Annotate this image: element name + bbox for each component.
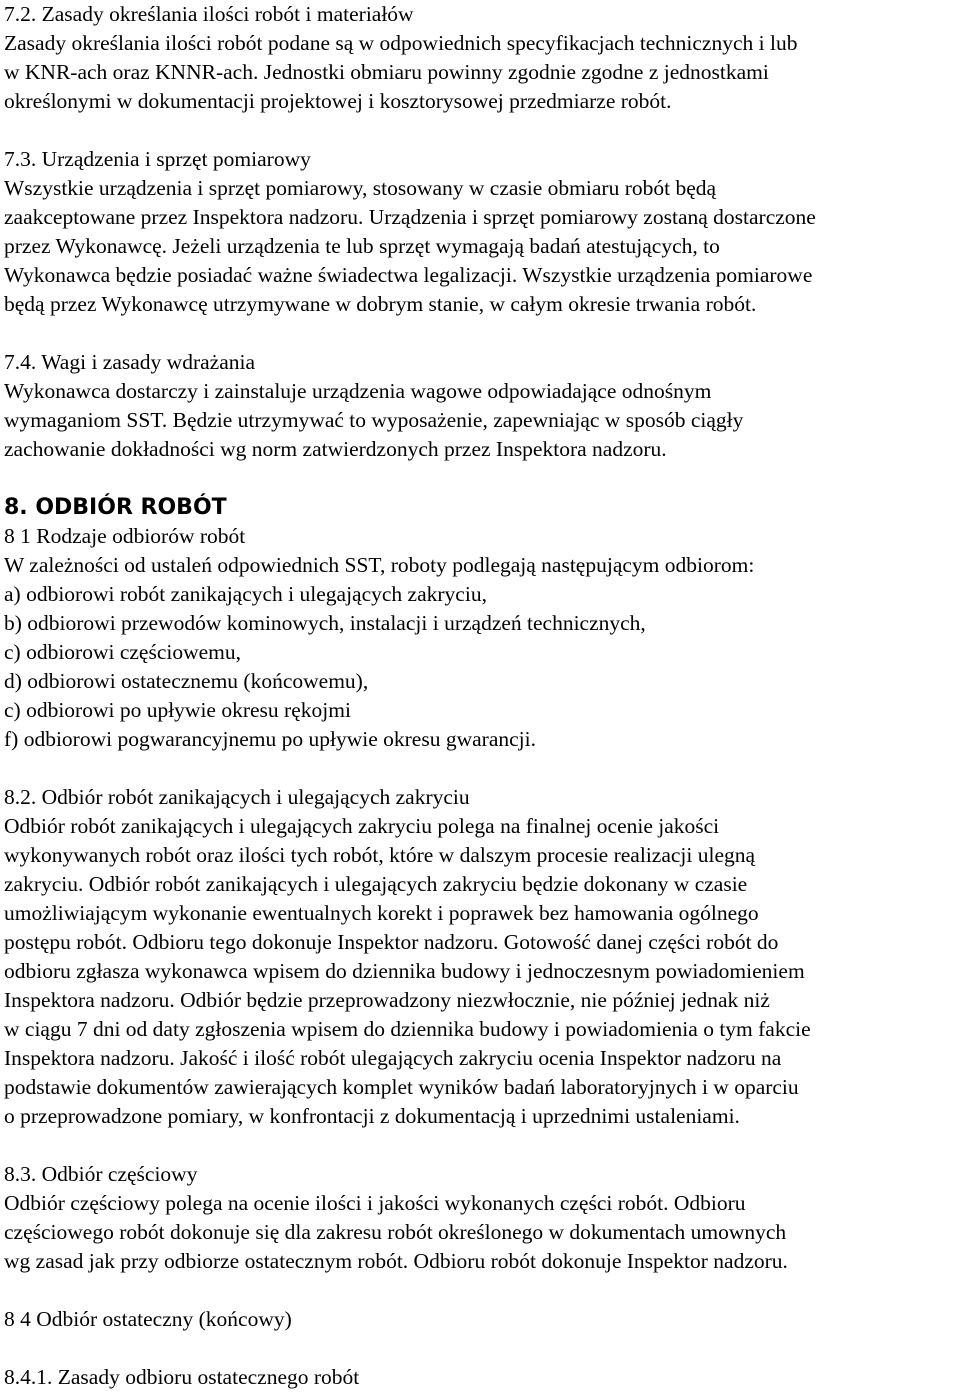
section-title: 7.4. Wagi i zasady wdrażania (4, 350, 255, 374)
spacer (4, 464, 960, 493)
spacer (4, 1276, 960, 1305)
spacer (4, 754, 960, 783)
paragraph-line: zakryciu. Odbiór robót zanikających i ulegających zakryciu będzie dokonany w czasie (4, 872, 748, 896)
section-8 (4, 493, 960, 754)
list-item: b) odbiorowi przewodów kominowych, instalacji i urządzeń technicznych, (4, 611, 646, 635)
section-8-2 (4, 783, 960, 1131)
paragraph-line: wymaganiom SST. Będzie utrzymywać to wyposażenie, zapewniając w sposób ciągły (4, 408, 744, 432)
paragraph-line: odbioru zgłasza wykonawca wpisem do dziennika budowy i jednoczesnym powiadomieniem (4, 959, 805, 983)
paragraph-line: Odbiór częściowy polega na ocenie ilości i jakości wykonanych części robót. Odbioru (4, 1191, 746, 1215)
section-subtitle: 8 1 Rodzaje odbiorów robót (4, 524, 246, 548)
list-item: c) odbiorowi częściowemu, (4, 640, 242, 664)
section-title: 8 4 Odbiór ostateczny (końcowy) (4, 1307, 292, 1331)
paragraph-line: częściowego robót dokonuje się dla zakresu robót określonego w dokumentach umownych (4, 1220, 787, 1244)
paragraph-line: umożliwiającym wykonanie ewentualnych korekt i poprawek bez hamowania ogólnego (4, 901, 759, 925)
section-7-2 (4, 0, 960, 116)
list-item: d) odbiorowi ostatecznemu (końcowemu), (4, 669, 369, 693)
paragraph-line: będą przez Wykonawcę utrzymywane w dobrym stanie, w całym okresie trwania robót. (4, 292, 757, 316)
paragraph-line: Zasady określania ilości robót podane są w odpowiednich specyfikacjach technicznych i lub (4, 31, 798, 55)
section-8-3 (4, 1160, 960, 1276)
paragraph-line: W zależności od ustaleń odpowiednich SST, roboty podlegają następującym odbiorom: (4, 553, 755, 577)
section-title: 7.3. Urządzenia i sprzęt pomiarowy (4, 147, 311, 171)
paragraph-line: podstawie dokumentów zawierających komplet wyników badań laboratoryjnych i w oparciu (4, 1075, 799, 1099)
list-item: c) odbiorowi po upływie okresu rękojmi (4, 698, 351, 722)
section-7-3 (4, 145, 960, 319)
paragraph-line: Wykonawca dostarczy i zainstaluje urządzenia wagowe odpowiadające odnośnym (4, 379, 712, 403)
spacer (4, 319, 960, 348)
section-title: 8.4.1. Zasady odbioru ostatecznego robót (4, 1365, 360, 1389)
paragraph-line: wg zasad jak przy odbiorze ostatecznym robót. Odbioru robót dokonuje Inspektor nadzoru. (4, 1249, 788, 1273)
section-title: 8.2. Odbiór robót zanikających i ulegających zakryciu (4, 785, 470, 809)
section-8-4-1 (4, 1363, 960, 1392)
paragraph-line: zaakceptowane przez Inspektora nadzoru. Urządzenia i sprzęt pomiarowy zostaną dostarczone (4, 205, 816, 229)
paragraph-line: Odbiór robót zanikających i ulegających zakryciu polega na finalnej ocenie jakości (4, 814, 720, 838)
paragraph-line: wykonywanych robót oraz ilości tych robót, które w dalszym procesie realizacji ulegną (4, 843, 756, 867)
section-8-4 (4, 1305, 960, 1334)
paragraph-line: Inspektora nadzoru. Jakość i ilość robót ulegających zakryciu ocenia Inspektor nadzoru na (4, 1046, 782, 1070)
spacer (4, 1334, 960, 1363)
section-7-4 (4, 348, 960, 464)
paragraph-line: zachowanie dokładności wg norm zatwierdzonych przez Inspektora nadzoru. (4, 437, 667, 461)
section-title: 8.3. Odbiór częściowy (4, 1162, 198, 1186)
chapter-heading: 8. ODBIÓR ROBÓT (4, 495, 227, 520)
spacer (4, 1131, 960, 1160)
list-item: a) odbiorowi robót zanikających i ulegających zakryciu, (4, 582, 487, 606)
paragraph-line: przez Wykonawcę. Jeżeli urządzenia te lub sprzęt wymagają badań atestujących, to (4, 234, 720, 258)
list-item: f) odbiorowi pogwarancyjnemu po upływie okresu gwarancji. (4, 727, 536, 751)
paragraph-line: w KNR-ach oraz KNNR-ach. Jednostki obmiaru powinny zgodnie zgodne z jednostkami (4, 60, 769, 84)
paragraph-line: Wykonawca będzie posiadać ważne świadectwa legalizacji. Wszystkie urządzenia pomiarowe (4, 263, 813, 287)
paragraph-line: określonymi w dokumentacji projektowej i kosztorysowej przedmiarze robót. (4, 89, 672, 113)
paragraph-line: postępu robót. Odbioru tego dokonuje Inspektor nadzoru. Gotowość danej części robót do (4, 930, 779, 954)
paragraph-line: Wszystkie urządzenia i sprzęt pomiarowy, stosowany w czasie obmiaru robót będą (4, 176, 717, 200)
section-title: 7.2. Zasady określania ilości robót i materiałów (4, 2, 414, 26)
spacer (4, 116, 960, 145)
paragraph-line: w ciągu 7 dni od daty zgłoszenia wpisem do dziennika budowy i powiadomienia o tym fakcie (4, 1017, 811, 1041)
paragraph-line: Inspektora nadzoru. Odbiór będzie przeprowadzony niezwłocznie, nie później jednak niż (4, 988, 770, 1012)
paragraph-line: o przeprowadzone pomiary, w konfrontacji z dokumentacją i uprzednimi ustaleniami. (4, 1104, 740, 1128)
